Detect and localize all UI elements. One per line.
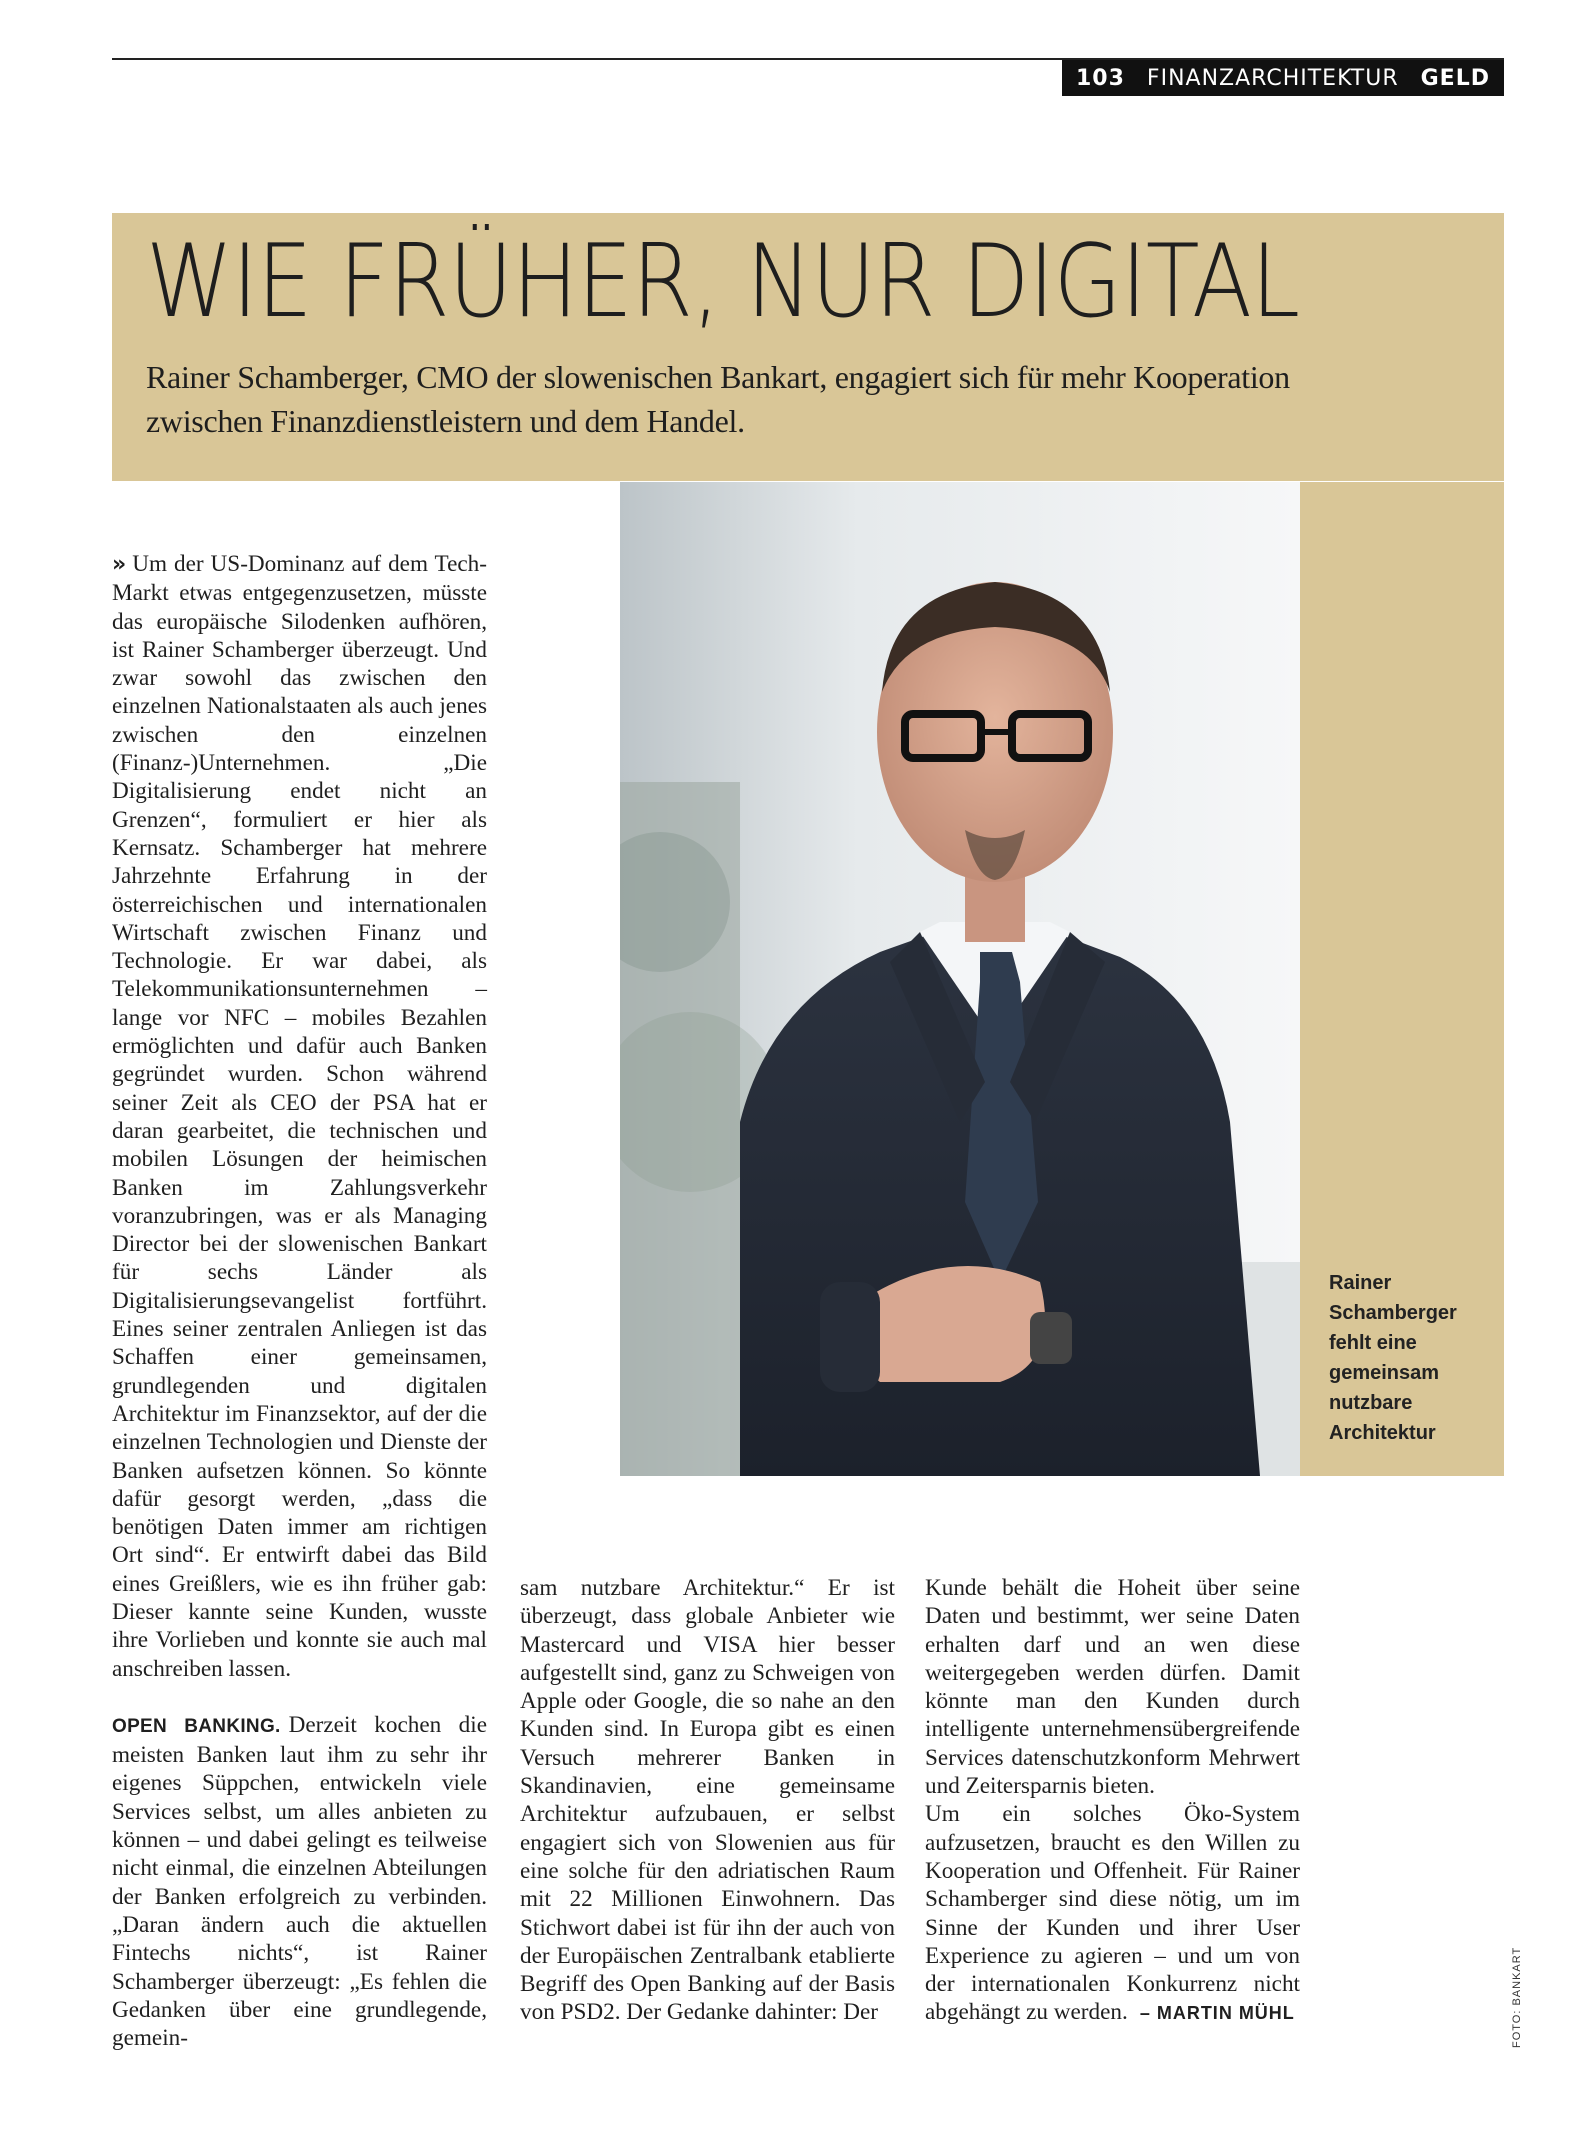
page-number: 103 <box>1075 65 1125 91</box>
portrait-image <box>620 482 1300 1476</box>
paragraph-1-text: Um der US-Dominanz auf dem Tech-Markt etwas entgegenzusetzen, müsste das europäische Silodenken aufhören, ist Rainer Schamberger überzeugt. Und zwar sowohl das zwischen den einzelnen Nationalstaaten als auch jenes zwischen den einzelnen (Finanz-)Unternehmen. „Die Digitalisierung endet nicht an Grenzen“, formuliert er hier als Kernsatz. Schamberger hat mehrere Jahrzehnte Erfahrung in der österreichischen und internationalen Wirtschaft zwischen Finanz und Technologie. Er war dabei, als Telekommunikationsunternehmen – lange vor NFC – mobiles Bezahlen ermöglichten und dafür auch Banken gegründet wurden. Schon während seiner Zeit als CEO der PSA hat er daran gearbeitet, die technischen und mobilen Lösungen der heimischen Banken im Zahlungsverkehr voranzubringen, was er als Managing Director bei der slowenischen Bankart für sechs Länder als Digitalisierungsevangelist fortführt. Eines seiner zentralen Anliegen ist das Schaffen einer gemeinsamen, grundlegenden und digitalen Architektur im Finanzsektor, auf der die einzelnen Technologien und Dienste der Banken aufsetzen können. So könnte dafür gesorgt werden, „dass die benötigen Daten immer am richtigen Ort sind“. Er entwirft dabei das Bild eines Greißlers, wie es ihn früher gab: Dieser kannte seine Kunden, wusste ihre Vorlieben und konnte sie auch mal anschreiben lassen. <box>112 551 487 1682</box>
section-header-bar <box>1062 60 1504 96</box>
portrait-photo <box>620 482 1300 1476</box>
article-column-1 <box>112 550 487 2052</box>
photo-credit: FOTO: BANKART <box>1511 1946 1523 2048</box>
paragraph-2 <box>112 1711 487 2053</box>
paragraph-2-text: Derzeit kochen die meisten Banken laut ihm zu sehr ihr eigenes Süppchen, entwickeln viele Services selbst, um alles anbieten zu können – und dabei gelingt es teilweise nicht einmal, die einzelnen Abteilungen der Banken erfolgreich zu verbinden. „Daran ändern auch die aktuellen Fintechs nichts“, ist Rainer Schamberger überzeugt: „Es fehlen die Gedanken über eine grundlegende, gemein- <box>112 1711 487 2052</box>
category-label: GELD <box>1420 65 1490 91</box>
paragraph-3-text: Um ein solches Öko-System aufzusetzen, braucht es den Willen zu Kooperation und Offenheit. Für Rainer Schamberger sind diese nötig, um im Sinne der Kunden und ihrer User Experience zu agieren – und um von der internationalen Konkurrenz nicht abgehängt zu werden. <box>925 1801 1300 2026</box>
paragraph-2-continued: sam nutzbare Architektur.“ Er ist überzeugt, dass globale Anbieter wie Mastercard und VISA hier besser aufgestellt sind, ganz zu Schweigen von Apple oder Google, die so nahe an den Kunden sind. In Europa gibt es einen Versuch mehrerer Banken in Skandinavien, eine gemeinsame Architektur aufzubauen, er selbst engagiert sich von Slowenien aus für eine solche für den adriatischen Raum mit 22 Millionen Einwohnern. Das Stichwort dabei ist für ihn der auch von der Europäischen Zentralbank etablierte Begriff des Open Banking auf der Basis von PSD2. Der Gedanke dahinter: Der <box>520 1575 895 2026</box>
headline: WIE FRÜHER, NUR DIGITAL <box>146 222 1300 340</box>
section-label: FINANZARCHITEKTUR <box>1146 65 1399 91</box>
paragraph-1 <box>112 550 487 1683</box>
subtitle: Rainer Schamberger, CMO der slowenischen Bankart, engagiert sich für mehr Kooperation zwischen Finanzdienstleistern und dem Handel. <box>146 359 1290 439</box>
paragraph-2-end: Kunde behält die Hoheit über seine Daten und bestimmt, wer seine Daten erhalten darf und an wen diese weitergegeben werden dürfen. Damit könnte man den Kunden durch intelligente unternehmensübergreifende Services datenschutzkonform Mehrwert und Zeitersparnis bieten. <box>925 1575 1300 1800</box>
subhead-open-banking: OPEN BANKING. <box>112 1715 281 1737</box>
paragraph-3 <box>925 1800 1300 2027</box>
article-column-2 <box>520 1574 895 2027</box>
paragraph-gap <box>112 1683 487 1711</box>
photo-caption: Rainer Schamberger fehlt eine gemeinsam nutzbare Architektur <box>1329 1272 1457 1444</box>
author-byline: – MARTIN MÜHL <box>1139 2003 1295 2024</box>
article-column-3 <box>925 1574 1300 2028</box>
quote-mark-icon: » <box>112 552 127 577</box>
